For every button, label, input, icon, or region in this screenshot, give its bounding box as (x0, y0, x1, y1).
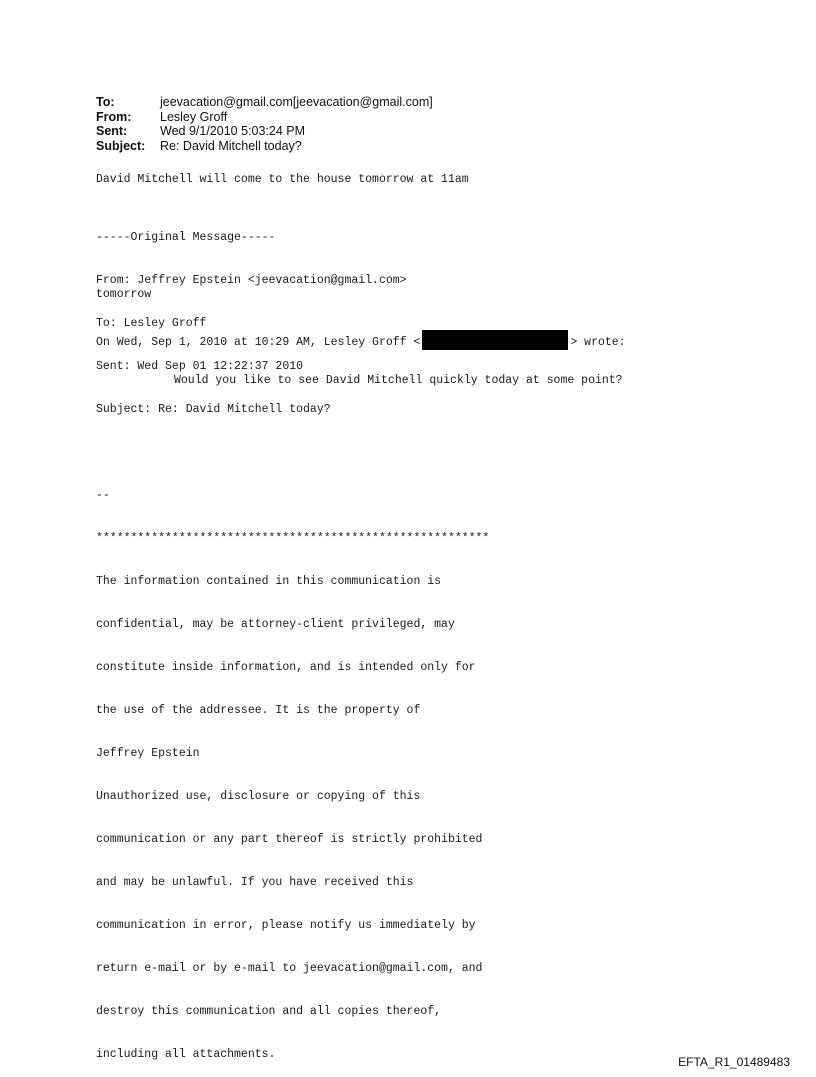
email-header (96, 95, 433, 153)
disclaimer-line: communication in error, please notify us immediately by (96, 919, 476, 932)
disclaimer-line: The information contained in this communication is (96, 574, 442, 588)
disclaimer-line: communication or any part thereof is strictly prohibited (96, 832, 483, 846)
signature-block (96, 460, 489, 1077)
original-sent: Sent: Wed Sep 01 12:22:37 2010 (96, 359, 304, 373)
original-to: To: Lesley Groff (96, 316, 207, 330)
disclaimer-line: return e-mail or by e-mail to jeevacation@gmail.com, and (96, 962, 483, 976)
subject-label: Subject: (96, 138, 146, 153)
reply-line: David Mitchell will come to the house tomorrow at 11am (96, 173, 469, 186)
quoted-text: Would you like to see David Mitchell quickly today at some point? (174, 374, 623, 387)
disclaimer-line: Unauthorized use, disclosure or copying of this (96, 789, 421, 803)
quote-intro (96, 330, 626, 350)
original-from: From: Jeffrey Epstein <jeevacation@gmail.com> (96, 273, 407, 287)
subject-row (96, 139, 433, 154)
sent-label: Sent: (96, 124, 128, 139)
to-row (96, 95, 433, 110)
signature-stars: ********************************************************* (96, 531, 490, 545)
disclaimer-line: Jeffrey Epstein (96, 746, 200, 760)
disclaimer-line: constitute inside information, and is intended only for (96, 660, 476, 674)
sent-value: Wed 9/1/2010 5:03:24 PM (160, 124, 306, 139)
sent-row (96, 124, 433, 139)
bates-number: EFTA_R1_01489483 (678, 1055, 790, 1069)
signature-dashes: -- (96, 488, 110, 502)
original-body-text: tomorrow (96, 288, 152, 301)
from-label: From: (96, 109, 132, 124)
from-row (96, 110, 433, 125)
original-divider: -----Original Message----- (96, 230, 276, 244)
subject-value: Re: David Mitchell today? (160, 138, 302, 153)
disclaimer-line: the use of the addressee. It is the property of (96, 703, 421, 717)
to-value: jeevacation@gmail.com[jeevacation@gmail.com] (160, 95, 433, 109)
quote-intro-before: On Wed, Sep 1, 2010 at 10:29 AM, Lesley Groff < (96, 336, 421, 349)
disclaimer-line: confidential, may be attorney-client privileged, may (96, 617, 455, 631)
to-label: To: (96, 95, 115, 109)
original-subject: Subject: Re: David Mitchell today? (96, 402, 331, 416)
disclaimer-line: and may be unlawful. If you have received this (96, 875, 414, 889)
disclaimer-line: destroy this communication and all copies thereof, (96, 1005, 442, 1019)
from-value: Lesley Groff (160, 109, 228, 124)
disclaimer-line: including all attachments. (96, 1048, 276, 1062)
quote-intro-after: > wrote: (570, 336, 626, 349)
redaction-box (422, 330, 568, 350)
original-message-block (96, 202, 407, 432)
